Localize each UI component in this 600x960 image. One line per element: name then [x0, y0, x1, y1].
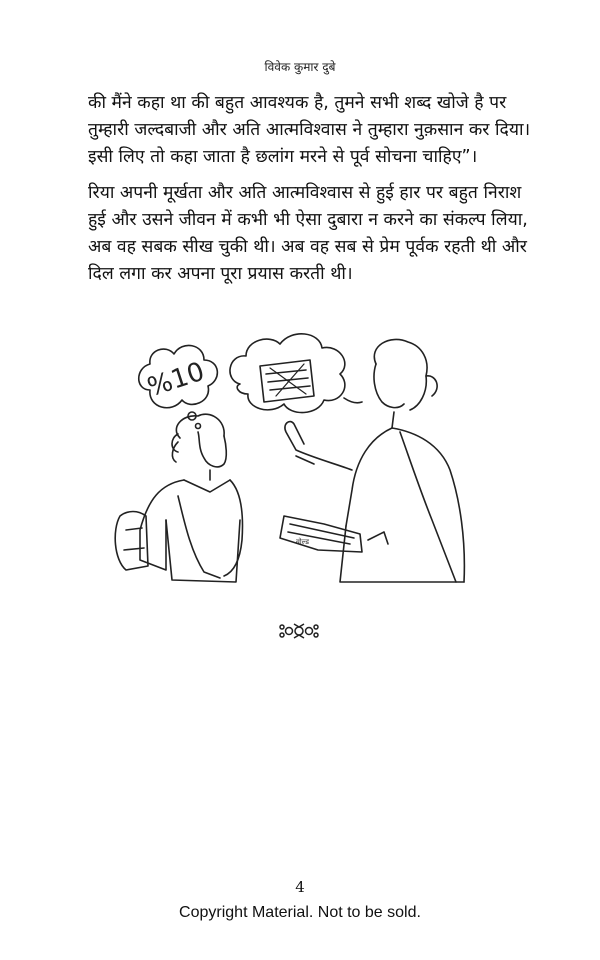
- text-line: की मैंने कहा था की बहुत आवश्यक है, तुमने सभी शब्द खोजे है पर: [88, 93, 507, 113]
- score-text: %10: [143, 356, 209, 404]
- teacher-figure: [280, 339, 464, 582]
- text-line: तुम्हारी जल्दबाजी और अति आत्मविश्वास ने तुम्हारा नुक़सान कर दिया।: [88, 120, 531, 140]
- book-label: वोल्ड: [296, 538, 309, 546]
- text-line: रिया अपनी मूर्खता और अति आत्मविश्वास से हुई हार पर बहुत निराश: [88, 183, 522, 203]
- thought-bubble-paper: [230, 334, 362, 413]
- student-girl-figure: [115, 414, 242, 582]
- paragraph-2: [88, 180, 528, 288]
- running-head-author: विवेक कुमार दुबे: [264, 60, 336, 74]
- paragraph-1: [88, 90, 531, 171]
- text-line: इसी लिए तो कहा जाता है छलांग मरने से पूर्व सोचना चाहिए”।: [88, 147, 478, 167]
- copyright-notice: Copyright Material. Not to be sold.: [179, 904, 421, 921]
- text-line: हुई और उसने जीवन में कभी भी ऐसा दुबारा न करने का संकल्प लिया,: [88, 210, 528, 230]
- teacher-student-illustration: [100, 320, 480, 610]
- section-ornament-icon: [278, 620, 320, 642]
- text-line: दिल लगा कर अपना पूरा प्रयास करती थी।: [88, 264, 353, 284]
- page-number: 4: [295, 878, 305, 896]
- thought-bubble-score: [139, 345, 218, 428]
- text-line: अब वह सबक सीख चुकी थी। अब वह सब से प्रेम पूर्वक रहती थी और: [88, 237, 527, 257]
